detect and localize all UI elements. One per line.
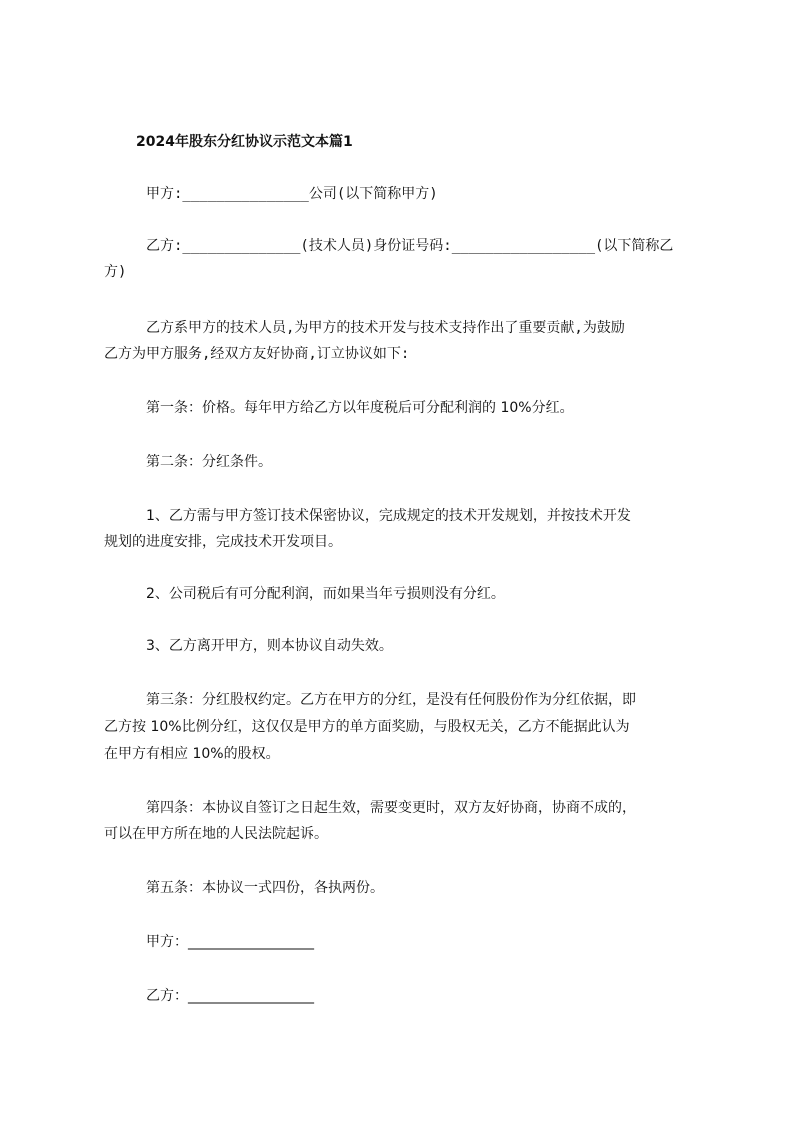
article-2: 第二条：分红条件。 bbox=[146, 454, 272, 470]
document-title: 2024年股东分红协议示范文本篇1 bbox=[136, 134, 353, 150]
condition-1-line1: 1、乙方需与甲方签订技术保密协议，完成规定的技术开发规划，并按技术开发 bbox=[146, 508, 631, 524]
condition-2: 2、公司税后有可分配利润，而如果当年亏损则没有分红。 bbox=[146, 586, 505, 602]
article-3-line1: 第三条：分红股权约定。乙方在甲方的分红，是没有任何股份作为分红依据，即 bbox=[146, 692, 636, 708]
preamble-line2: 乙方为甲方服务,经双方友好协商,订立协议如下: bbox=[104, 346, 410, 362]
condition-1-line2: 规划的进度安排，完成技术开发项目。 bbox=[104, 534, 342, 550]
article-4-line2: 可以在甲方所在地的人民法院起诉。 bbox=[104, 826, 328, 842]
article-3-line3: 在甲方有相应 10%的股权。 bbox=[104, 746, 280, 762]
article-5: 第五条：本协议一式四份，各执两份。 bbox=[146, 880, 384, 896]
article-4-line1: 第四条：本协议自签订之日起生效，需要变更时，双方友好协商，协商不成的， bbox=[146, 800, 636, 816]
condition-3: 3、乙方离开甲方，则本协议自动失效。 bbox=[146, 638, 393, 654]
signature-party-b: 乙方：__________________ bbox=[146, 988, 314, 1004]
article-1: 第一条：价格。每年甲方给乙方以年度税后可分配利润的 10%分红。 bbox=[146, 400, 574, 416]
party-a-intro: 甲方:_______________公司(以下简称甲方) bbox=[146, 186, 438, 202]
party-b-intro-line2: 方) bbox=[104, 264, 127, 280]
preamble-line1: 乙方系甲方的技术人员,为甲方的技术开发与技术支持作出了重要贡献,为鼓励 bbox=[146, 320, 625, 336]
party-b-intro-line1: 乙方:______________(技术人员)身份证号码:_________________(以下简称乙 bbox=[146, 238, 674, 254]
signature-party-a: 甲方：__________________ bbox=[146, 934, 314, 950]
article-3-line2: 乙方按 10%比例分红，这仅仅是甲方的单方面奖励，与股权无关，乙方不能据此认为 bbox=[104, 719, 630, 735]
